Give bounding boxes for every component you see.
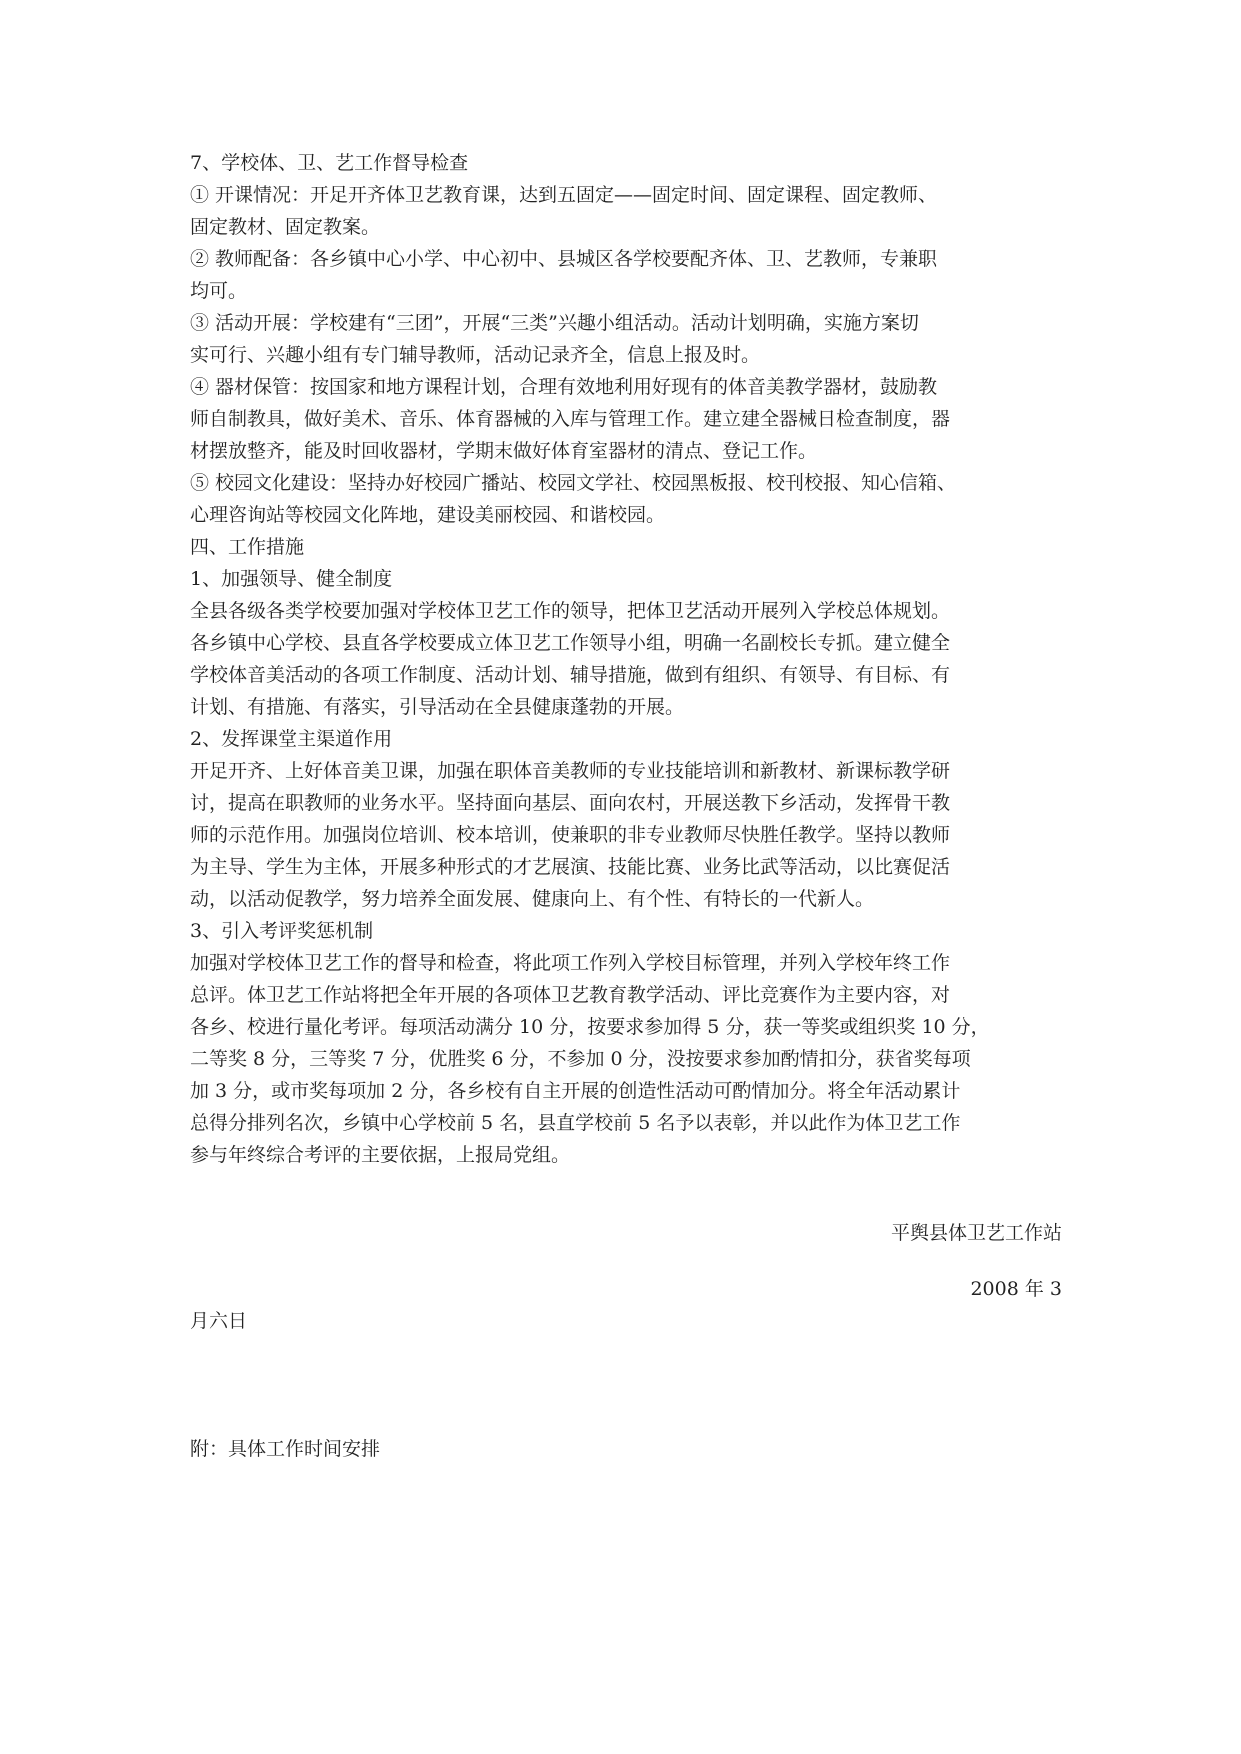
paragraph-line: ③ 活动开展：学校建有“三团”，开展“三类”兴趣小组活动。活动计划明确，实施方案切 bbox=[190, 312, 919, 334]
paragraph-line: ④ 器材保管：按国家和地方课程计划，合理有效地利用好现有的体音美教学器材，鼓励教 bbox=[190, 376, 938, 398]
signature-date: 2008 年 3 bbox=[970, 1278, 1062, 1300]
blank-space bbox=[190, 1337, 1062, 1433]
paragraph-line: ⑤ 校园文化建设：坚持办好校园广播站、校园文学社、校园黑板报、校刊校报、知心信箱、 bbox=[190, 472, 957, 494]
subsection-heading: 1、加强领导、健全制度 bbox=[190, 568, 393, 590]
paragraph-line: 各乡、校进行量化考评。每项活动满分 10 分，按要求参加得 5 分，获一等奖或组织奖 10 分， bbox=[190, 1016, 990, 1038]
blank-space bbox=[190, 1171, 1062, 1217]
subsection-heading: 3、引入考评奖惩机制 bbox=[190, 920, 374, 942]
signature-date-continued: 月六日 bbox=[190, 1310, 248, 1332]
document-page bbox=[190, 147, 1062, 1465]
paragraph-line: 各乡镇中心学校、县直各学校要成立体卫艺工作领导小组，明确一名副校长专抓。建立健全 bbox=[190, 632, 951, 654]
paragraph-line: ① 开课情况：开足开齐体卫艺教育课，达到五固定——固定时间、固定课程、固定教师、 bbox=[190, 184, 938, 206]
paragraph-line: 加强对学校体卫艺工作的督导和检查，将此项工作列入学校目标管理，并列入学校年终工作 bbox=[190, 952, 951, 974]
paragraph-line: 固定教材、固定教案。 bbox=[190, 216, 381, 238]
paragraph-line: 心理咨询站等校园文化阵地，建设美丽校园、和谐校园。 bbox=[190, 504, 666, 526]
paragraph-line: 材摆放整齐，能及时回收器材，学期末做好体育室器材的清点、登记工作。 bbox=[190, 440, 818, 462]
paragraph-line: 师的示范作用。加强岗位培训、校本培训，使兼职的非专业教师尽快胜任教学。坚持以教师 bbox=[190, 824, 951, 846]
paragraph-line: 二等奖 8 分，三等奖 7 分，优胜奖 6 分，不参加 0 分，没按要求参加酌情扣分，获省奖每项 bbox=[190, 1048, 971, 1070]
paragraph-line: 加 3 分，或市奖每项加 2 分，各乡校有自主开展的创造性活动可酌情加分。将全年活动累计 bbox=[190, 1080, 961, 1102]
paragraph-line: 计划、有措施、有落实，引导活动在全县健康蓬勃的开展。 bbox=[190, 696, 685, 718]
paragraph-line: 实可行、兴趣小组有专门辅导教师，活动记录齐全，信息上报及时。 bbox=[190, 344, 761, 366]
signature-organization: 平舆县体卫艺工作站 bbox=[890, 1222, 1062, 1244]
subsection-heading: 2、发挥课堂主渠道作用 bbox=[190, 728, 393, 750]
paragraph-line: 师自制教具，做好美术、音乐、体育器械的入库与管理工作。建立建全器械日检查制度，器 bbox=[190, 408, 951, 430]
appendix-note: 附：具体工作时间安排 bbox=[190, 1438, 381, 1460]
paragraph-line: 总得分排列名次，乡镇中心学校前 5 名，县直学校前 5 名予以表彰，并以此作为体卫艺工作 bbox=[190, 1112, 961, 1134]
section-heading: 四、工作措施 bbox=[190, 536, 305, 558]
paragraph-line: 开足开齐、上好体音美卫课，加强在职体音美教师的专业技能培训和新教材、新课标教学研 bbox=[190, 760, 951, 782]
paragraph-line: 学校体音美活动的各项工作制度、活动计划、辅导措施，做到有组织、有领导、有目标、有 bbox=[190, 664, 951, 686]
paragraph-line: 全县各级各类学校要加强对学校体卫艺工作的领导，把体卫艺活动开展列入学校总体规划。 bbox=[190, 600, 951, 622]
paragraph-line: 均可。 bbox=[190, 280, 248, 302]
paragraph-line: 动，以活动促教学，努力培养全面发展、健康向上、有个性、有特长的一代新人。 bbox=[190, 888, 875, 910]
paragraph-line: ② 教师配备：各乡镇中心小学、中心初中、县城区各学校要配齐体、卫、艺教师，专兼职 bbox=[190, 248, 938, 270]
paragraph-line: 为主导、学生为主体，开展多种形式的才艺展演、技能比赛、业务比武等活动，以比赛促活 bbox=[190, 856, 951, 878]
paragraph-line: 总评。体卫艺工作站将把全年开展的各项体卫艺教育教学活动、评比竞赛作为主要内容，对 bbox=[190, 984, 951, 1006]
paragraph-line: 参与年终综合考评的主要依据，上报局党组。 bbox=[190, 1144, 571, 1166]
blank-space bbox=[190, 1249, 1062, 1273]
paragraph-line: 讨，提高在职教师的业务水平。坚持面向基层、面向农村，开展送教下乡活动，发挥骨干教 bbox=[190, 792, 951, 814]
section-heading: 7、学校体、卫、艺工作督导检查 bbox=[190, 152, 469, 174]
